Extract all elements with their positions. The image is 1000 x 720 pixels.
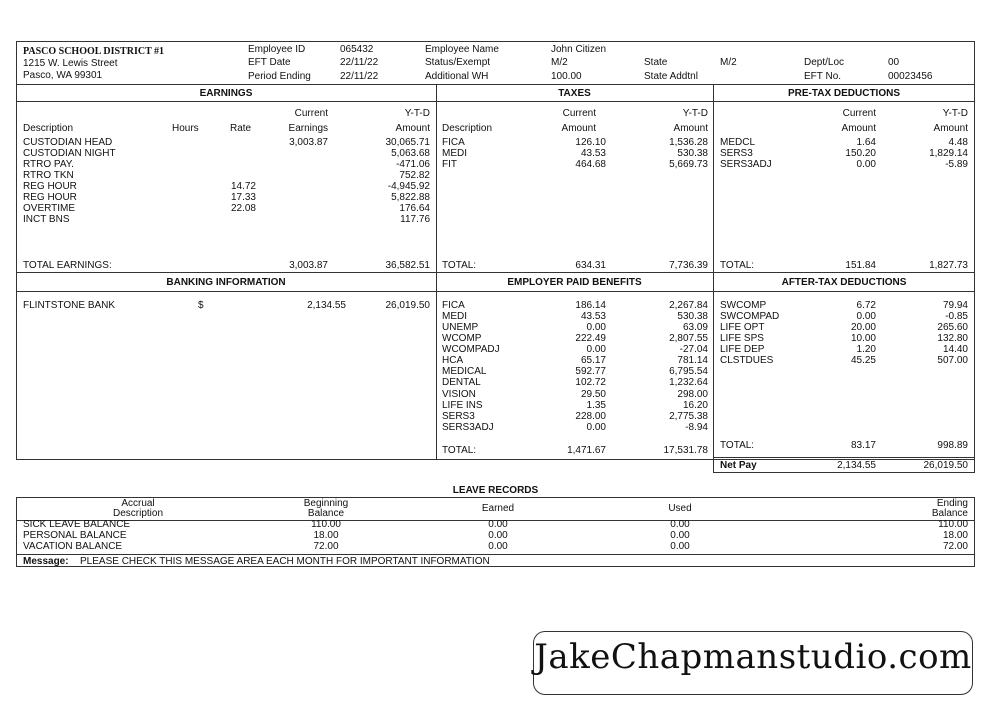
additional-wh-label: Additional WH bbox=[425, 71, 489, 82]
netpay-current: 2,134.55 bbox=[837, 460, 876, 471]
aftertax-row-current: 1.20 bbox=[856, 344, 876, 355]
pretax-ytd-top: Y-T-D bbox=[942, 108, 968, 119]
earnings-row-desc: RTRO TKN bbox=[23, 170, 74, 181]
leave-row-desc: VACATION BALANCE bbox=[23, 541, 123, 552]
earnings-hours-header: Hours bbox=[172, 123, 199, 134]
employee-id: 065432 bbox=[340, 44, 374, 55]
taxes-current-top: Current bbox=[562, 108, 596, 119]
aftertax-row-desc: LIFE DEP bbox=[720, 344, 765, 355]
benefits-total-label: TOTAL: bbox=[442, 445, 477, 456]
earnings-row-ytd: 176.64 bbox=[399, 203, 430, 214]
benefit-row-ytd: -8.94 bbox=[685, 422, 708, 433]
earnings-row-ytd: 117.76 bbox=[400, 214, 430, 225]
leave-row-earned: 0.00 bbox=[488, 519, 508, 530]
aftertax-row-ytd: 79.94 bbox=[942, 300, 968, 311]
benefit-row-desc: WCOMPADJ bbox=[442, 344, 500, 355]
pretax-total-ytd: 1,827.73 bbox=[929, 260, 968, 271]
tax-row-desc: MEDI bbox=[442, 148, 467, 159]
earnings-row-rate: 17.33 bbox=[230, 192, 256, 203]
aftertax-row-ytd: 507.00 bbox=[937, 355, 968, 366]
earnings-row-desc: RTRO PAY. bbox=[23, 159, 74, 170]
earnings-desc-header: Description bbox=[23, 123, 74, 134]
earnings-row-current: 3,003.87 bbox=[289, 137, 328, 148]
aftertax-row-desc: LIFE SPS bbox=[720, 333, 764, 344]
earnings-rate-header: Rate bbox=[230, 123, 252, 134]
earnings-row-ytd: 5,063.68 bbox=[391, 148, 430, 159]
benefit-row-current: 228.00 bbox=[575, 411, 606, 422]
state-addtnl-label: State Addtnl bbox=[644, 71, 698, 82]
benefit-row-ytd: 298.00 bbox=[677, 389, 708, 400]
earnings-row-ytd: -4,945.92 bbox=[387, 181, 430, 192]
leave-title: LEAVE RECORDS bbox=[452, 485, 539, 496]
pretax-row-ytd: 1,829.14 bbox=[929, 148, 968, 159]
benefit-row-ytd: 2,807.55 bbox=[669, 333, 708, 344]
benefit-row-current: 186.14 bbox=[575, 300, 606, 311]
eft-date: 22/11/22 bbox=[340, 57, 379, 68]
aftertax-total-label: TOTAL: bbox=[720, 440, 755, 451]
leave-begin-header-1: Beginning bbox=[303, 498, 349, 509]
benefit-row-ytd: 781.14 bbox=[677, 355, 708, 366]
tax-row-desc: FIT bbox=[442, 159, 457, 170]
benefits-total-ytd: 17,531.78 bbox=[663, 445, 708, 456]
earnings-row-desc: OVERTIME bbox=[23, 203, 76, 214]
leave-desc-header-2: Description bbox=[112, 508, 164, 519]
leave-row-earned: 0.00 bbox=[488, 541, 508, 552]
eft-date-label: EFT Date bbox=[248, 57, 291, 68]
employee-id-label: Employee ID bbox=[248, 44, 306, 55]
benefit-row-desc: UNEMP bbox=[442, 322, 479, 333]
employee-name-label: Employee Name bbox=[425, 44, 499, 55]
taxes-ytd-header: Amount bbox=[673, 123, 708, 134]
pretax-row-ytd: 4.48 bbox=[948, 137, 968, 148]
benefit-row-desc: MEDI bbox=[442, 311, 467, 322]
aftertax-row-current: 20.00 bbox=[850, 322, 876, 333]
aftertax-row-current: 6.72 bbox=[856, 300, 876, 311]
dept-label: Dept/Loc bbox=[804, 57, 845, 68]
middle-divider bbox=[16, 272, 975, 273]
netpay-ytd: 26,019.50 bbox=[923, 460, 968, 471]
benefit-row-current: 102.72 bbox=[575, 377, 606, 388]
aftertax-row-ytd: 265.60 bbox=[937, 322, 968, 333]
leave-end-header-1: Ending bbox=[936, 498, 968, 509]
leave-row-begin: 110.00 bbox=[311, 519, 341, 530]
earnings-row-rate: 14.72 bbox=[230, 181, 256, 192]
state-label: State bbox=[644, 57, 668, 68]
pretax-row-current: 150.20 bbox=[845, 148, 876, 159]
banking-title: BANKING INFORMATION bbox=[166, 277, 286, 288]
benefit-row-current: 0.00 bbox=[586, 322, 606, 333]
section-title-divider bbox=[16, 101, 975, 102]
message-text: PLEASE CHECK THIS MESSAGE AREA EACH MONTH FOR IMPORTANT INFORMATION bbox=[80, 556, 490, 567]
earnings-ytd-header: Amount bbox=[395, 123, 430, 134]
eft-no-label: EFT No. bbox=[804, 71, 842, 82]
pretax-current-top: Current bbox=[842, 108, 876, 119]
earnings-row-ytd: 30,065.71 bbox=[385, 137, 430, 148]
aftertax-row-desc: LIFE OPT bbox=[720, 322, 765, 333]
earnings-total-ytd: 36,582.51 bbox=[385, 260, 430, 271]
aftertax-total-current: 83.17 bbox=[850, 440, 876, 451]
earnings-total-label: TOTAL EARNINGS: bbox=[23, 260, 112, 271]
taxes-total-ytd: 7,736.39 bbox=[669, 260, 708, 271]
leave-row-used: 0.00 bbox=[670, 541, 690, 552]
pretax-ytd-header: Amount bbox=[933, 123, 968, 134]
benefit-row-current: 1.35 bbox=[586, 400, 606, 411]
benefit-row-ytd: 16.20 bbox=[682, 400, 708, 411]
benefit-row-current: 43.53 bbox=[580, 311, 606, 322]
state-value: M/2 bbox=[720, 57, 737, 68]
benefit-row-current: 222.49 bbox=[575, 333, 606, 344]
aftertax-row-current: 0.00 bbox=[856, 311, 876, 322]
earnings-row-desc: REG HOUR bbox=[23, 192, 77, 203]
pretax-row-ytd: -5.89 bbox=[945, 159, 968, 170]
leave-row-earned: 0.00 bbox=[488, 530, 508, 541]
pretax-row-current: 0.00 bbox=[856, 159, 876, 170]
pretax-row-desc: SERS3 bbox=[720, 148, 753, 159]
employer-name: PASCO SCHOOL DISTRICT #1 bbox=[23, 46, 165, 57]
aftertax-row-current: 10.00 bbox=[850, 333, 876, 344]
status-value: M/2 bbox=[551, 57, 568, 68]
benefit-row-desc: DENTAL bbox=[442, 377, 481, 388]
tax-row-current: 43.53 bbox=[580, 148, 606, 159]
pretax-row-desc: SERS3ADJ bbox=[720, 159, 772, 170]
leave-row-end: 110.00 bbox=[938, 519, 968, 530]
bank-currency: $ bbox=[198, 300, 204, 311]
earnings-row-desc: CUSTODIAN NIGHT bbox=[23, 148, 116, 159]
leave-row-end: 18.00 bbox=[942, 530, 968, 541]
pretax-current-header: Amount bbox=[841, 123, 876, 134]
earnings-row-rate: 22.08 bbox=[230, 203, 256, 214]
pretax-row-current: 1.64 bbox=[856, 137, 876, 148]
pretax-title: PRE-TAX DEDUCTIONS bbox=[787, 88, 901, 99]
period-ending: 22/11/22 bbox=[340, 71, 379, 82]
aftertax-row-ytd: 14.40 bbox=[942, 344, 968, 355]
benefit-row-ytd: 2,267.84 bbox=[669, 300, 708, 311]
employee-name: John Citizen bbox=[551, 44, 607, 55]
benefit-row-desc: WCOMP bbox=[442, 333, 482, 344]
benefit-row-desc: HCA bbox=[442, 355, 464, 366]
aftertax-row-desc: SWCOMPAD bbox=[720, 311, 780, 322]
leave-used-header: Used bbox=[668, 503, 692, 514]
aftertax-row-desc: CLSTDUES bbox=[720, 355, 774, 366]
benefit-row-ytd: 2,775.38 bbox=[669, 411, 708, 422]
tax-row-ytd: 530.38 bbox=[677, 148, 708, 159]
leave-row-used: 0.00 bbox=[670, 530, 690, 541]
employer-benefits-title: EMPLOYER PAID BENEFITS bbox=[507, 277, 642, 288]
section-title-divider-2 bbox=[16, 291, 975, 292]
netpay-label: Net Pay bbox=[720, 460, 757, 471]
earnings-row-ytd: 752.82 bbox=[399, 170, 430, 181]
tax-row-current: 126.10 bbox=[575, 137, 606, 148]
benefit-row-current: 29.50 bbox=[580, 389, 606, 400]
earnings-row-ytd: -471.06 bbox=[396, 159, 430, 170]
taxes-total-current: 634.31 bbox=[575, 260, 606, 271]
bank-current: 2,134.55 bbox=[307, 300, 346, 311]
leave-row-begin: 72.00 bbox=[313, 541, 339, 552]
tax-row-desc: FICA bbox=[442, 137, 465, 148]
aftertax-total-ytd: 998.89 bbox=[937, 440, 968, 451]
dept-value: 00 bbox=[888, 57, 900, 68]
benefit-row-current: 0.00 bbox=[586, 344, 606, 355]
status-label: Status/Exempt bbox=[425, 57, 491, 68]
leave-row-used: 0.00 bbox=[670, 519, 690, 530]
period-ending-label: Period Ending bbox=[248, 71, 311, 82]
column-divider-1 bbox=[436, 84, 437, 460]
leave-row-desc: PERSONAL BALANCE bbox=[23, 530, 127, 541]
aftertax-row-desc: SWCOMP bbox=[720, 300, 767, 311]
leave-row-desc: SICK LEAVE BALANCE bbox=[23, 519, 131, 530]
benefit-row-ytd: 6,795.54 bbox=[669, 366, 708, 377]
earnings-row-desc: CUSTODIAN HEAD bbox=[23, 137, 113, 148]
leave-message-divider bbox=[16, 554, 975, 555]
header-divider bbox=[16, 84, 975, 85]
taxes-total-label: TOTAL: bbox=[442, 260, 477, 271]
tax-row-ytd: 5,669.73 bbox=[669, 159, 708, 170]
earnings-current-header: Earnings bbox=[288, 123, 328, 134]
benefit-row-ytd: -27.04 bbox=[679, 344, 708, 355]
leave-row-end: 72.00 bbox=[942, 541, 968, 552]
benefit-row-desc: VISION bbox=[442, 389, 476, 400]
tax-row-ytd: 1,536.28 bbox=[669, 137, 708, 148]
benefit-row-desc: FICA bbox=[442, 300, 465, 311]
benefit-row-ytd: 1,232.64 bbox=[669, 377, 708, 388]
benefit-row-desc: SERS3 bbox=[442, 411, 475, 422]
employer-city: Pasco, WA 99301 bbox=[23, 70, 103, 81]
leave-end-header-2: Balance bbox=[931, 508, 968, 519]
aftertax-row-ytd: 132.80 bbox=[937, 333, 968, 344]
leave-begin-header-2: Balance bbox=[307, 508, 345, 519]
bank-name: FLINTSTONE BANK bbox=[23, 300, 116, 311]
taxes-title: TAXES bbox=[558, 88, 591, 99]
paystub-box bbox=[16, 41, 975, 460]
watermark-text: JakeChapmanstudio.com bbox=[534, 637, 972, 677]
aftertax-title: AFTER-TAX DEDUCTIONS bbox=[781, 277, 907, 288]
earnings-row-desc: REG HOUR bbox=[23, 181, 77, 192]
earnings-total-current: 3,003.87 bbox=[289, 260, 328, 271]
additional-wh: 100.00 bbox=[551, 71, 582, 82]
watermark-box bbox=[533, 631, 973, 695]
benefit-row-current: 0.00 bbox=[586, 422, 606, 433]
benefit-row-current: 65.17 bbox=[580, 355, 606, 366]
pretax-row-desc: MEDCL bbox=[720, 137, 756, 148]
taxes-current-header: Amount bbox=[561, 123, 596, 134]
leave-desc-header-1: Accrual bbox=[121, 498, 155, 509]
earnings-current-top: Current bbox=[294, 108, 328, 119]
earnings-ytd-top: Y-T-D bbox=[404, 108, 430, 119]
benefit-row-desc: LIFE INS bbox=[442, 400, 483, 411]
benefit-row-ytd: 63.09 bbox=[682, 322, 708, 333]
leave-row-begin: 18.00 bbox=[313, 530, 339, 541]
benefit-row-ytd: 530.38 bbox=[677, 311, 708, 322]
benefit-row-desc: SERS3ADJ bbox=[442, 422, 494, 433]
leave-earned-header: Earned bbox=[481, 503, 515, 514]
bank-ytd: 26,019.50 bbox=[385, 300, 430, 311]
benefit-row-current: 592.77 bbox=[575, 366, 606, 377]
pretax-total-label: TOTAL: bbox=[720, 260, 755, 271]
benefit-row-desc: MEDICAL bbox=[442, 366, 487, 377]
earnings-row-ytd: 5,822.88 bbox=[391, 192, 430, 203]
tax-row-current: 464.68 bbox=[575, 159, 606, 170]
taxes-desc-header: Description bbox=[442, 123, 493, 134]
aftertax-row-current: 45.25 bbox=[850, 355, 876, 366]
aftertax-row-ytd: -0.85 bbox=[945, 311, 968, 322]
message-label: Message: bbox=[23, 556, 69, 567]
taxes-ytd-top: Y-T-D bbox=[682, 108, 708, 119]
benefits-total-current: 1,471.67 bbox=[567, 445, 606, 456]
pretax-total-current: 151.84 bbox=[845, 260, 876, 271]
earnings-title: EARNINGS bbox=[199, 88, 253, 99]
employer-street: 1215 W. Lewis Street bbox=[23, 58, 118, 69]
eft-no: 00023456 bbox=[888, 71, 933, 82]
earnings-row-desc: INCT BNS bbox=[23, 214, 70, 225]
